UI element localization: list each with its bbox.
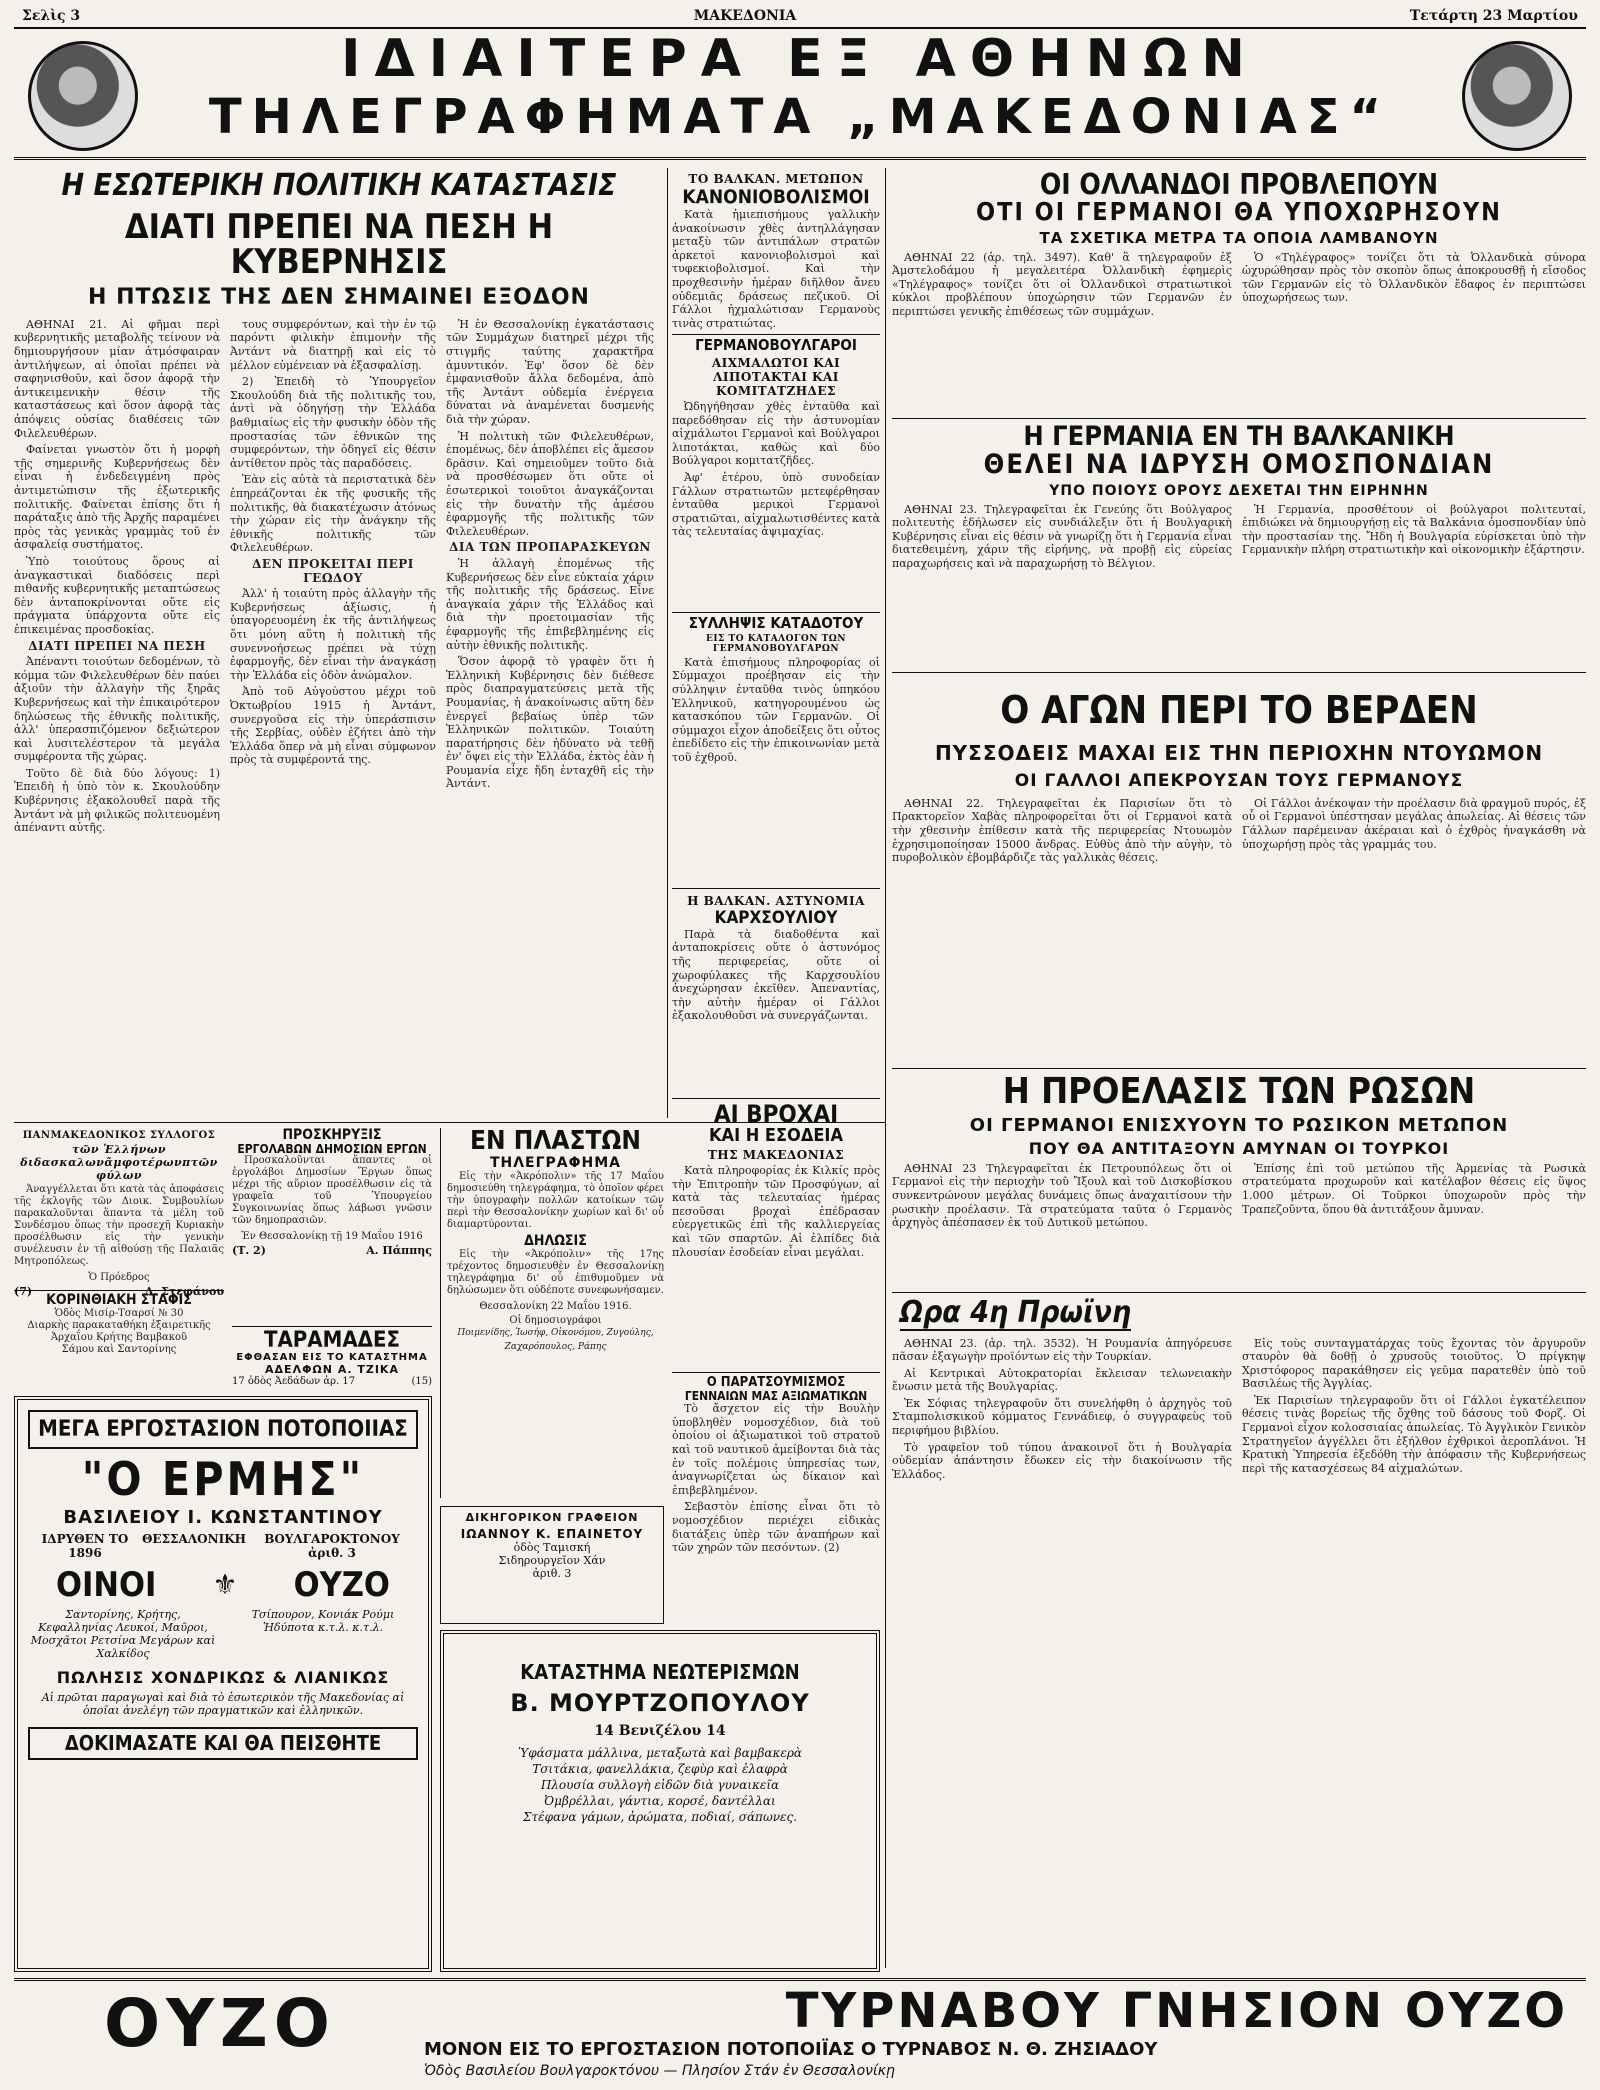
- paragraph: τους συμφερόντων, καὶ τὴν ἐν τῷ παρόντι φιλικὴν ἐπιμονὴν τῆς Ἀντάντ νὰ διατηρῇ καὶ εἰς τὸ μέλλον εὐμένειαν νὰ ἐξασφαλίσῃ.: [230, 317, 436, 372]
- article-subtitle: ΥΠΟ ΠΟΙΟΥΣ ΟΡΟΥΣ ΔΕΧΕΤΑΙ ΤΗΝ ΕΙΡΗΝΗΝ: [1049, 482, 1429, 499]
- masthead-line-2: ΤΗΛΕΓΡΑΦΗΜΑΤΑ „ΜΑΚΕΔΟΝΙΑΣ“: [208, 89, 1392, 145]
- paragraph: Ἐκ Παρισίων τηλεγραφοῦν ὅτι οἱ Γάλλοι ἐγκατέλειπον θέσεις τινὰς βορείως τῆς ὄχθης τοῦ δάσους τοῦ Φορζ. Οἱ Γερμανοὶ εἶχον κολοσσιαίας ἀπωλείας. Τὸ Ἀγγλικὸν Γενικὸν Στρατηγεῖον ἀγγέλλει ὅτι ἐξήλθον ἐχθρικοὶ ἀεροπλάνοι. Ἡ Κρατικὴ Ὑπηρεσία ἐξεδόθη τὴν ἀπόφασιν τῆς Κυβερνήσεως περὶ τῆς κατασχέσεως 84 αἰχμαλώτων.: [1242, 1393, 1586, 1475]
- ad-subtitle-2: ΔΗΛΩΣΙΣ: [524, 1233, 587, 1250]
- paragraph: Ἀφ' ἑτέρου, ὑπὸ συνοδείαν Γάλλων στρατιωτῶν μετεφέρθησαν ἐνταῦθα μερικοὶ Γερμανοὶ στρατιῶται, αἰχμαλωτισθέντες κατὰ τὰς τελευταίας ἀψιμαχίας.: [672, 471, 880, 539]
- ad-street: ΒΟΥΛΓΑΡΟΚΤΟΝΟΥ ἀριθ. 3: [264, 1532, 400, 1561]
- paragraph: Ἀπέναντι τοιούτων δεδομένων, τὸ κόμμα τῶν Φιλελευθέρων δὲν παύει ἀξιοῦν τὴν ἀλλαγὴν τῆς ξηρᾶς Κυβερνήσεως καὶ τὴν ἐπικαιρότερον δηλώσεως τῆς ἐθνικῆς πολιτικῆς, ἀλλ' ὑπερασπιζόμενον δεξιώτερον καὶ λυσιτελέστερον τὰ μεγάλα συμφέροντα τῆς χώρας.: [14, 655, 220, 764]
- ad-line: Τσιτάκια, φανελλάκια, ζεφὺρ καὶ ἐλαφρὰ: [532, 1762, 788, 1776]
- ad-title: ΠΑΝΜΑΚΕΔΟΝΙΚΟΣ ΣΥΛΛΟΓΟΣ: [22, 1130, 216, 1141]
- ad-address: ὁδὸς Ταμισκή: [513, 1541, 591, 1554]
- ad-line: Στέφανα γάμων, ἀρώματα, ποδιαί, σάπωνες.: [523, 1810, 797, 1824]
- article-balkan-front: [672, 170, 880, 539]
- ad-dikigoros: [440, 1506, 664, 1624]
- article-subtitle-2: ΟΙ ΓΑΛΛΟΙ ΑΠΕΚΡΟΥΣΑΝ ΤΟΥΣ ΓΕΡΜΑΝΟΥΣ: [1014, 770, 1464, 791]
- ad-prokirixeis: [232, 1128, 432, 1324]
- ad-title: ΕΝ ΠΛΑΣΤΩΝ: [470, 1126, 641, 1156]
- article-title: ΣΥΛΛΗΨΙΣ ΚΑΤΑΔΟΤΟΥ: [688, 614, 864, 632]
- article-germany-balkans: [892, 418, 1586, 666]
- ad-list: Τσίπουρον, Κονιάκ Ρούμι Ἡδύποτα κ.τ.λ. κ.τ.λ.: [251, 1608, 395, 1635]
- paragraph: Ἐὰν εἰς αὐτὰ τὰ περιστατικὰ δὲν ἐπηρεάζονται ἐκ τῆς φυσικῆς τῆς πολιτικῆς, θὰ διακατέχωσιν ἀτόνως τὴν χώραν εἰς τὴν ἀνάγκην τῆς ἐθνικῆς πολιτικῆς τῶν Φιλελευθέρων.: [230, 473, 436, 555]
- paragraph: ΑΘΗΝΑΙ 22 (ἀρ. τηλ. 3497). Καθ' ἃ τηλεγραφοῦν ἐξ Ἀμστελοδάμου ἡ μεγαλειτέρα Ὀλλανδικὴ ἐφημερὶς «Τηλέγραφος» τονίζει ὅτι οἱ Ὀλλανδικοὶ στρατιωτικοὶ κύκλοι προβλέπουν ὑποχώρησιν τῶν Γερμανῶν ἐν περιπτώσει γενικῆς ἐπιθέσεως τῶν συμμάχων.: [892, 250, 1232, 319]
- paragraph: Ἐπίσης ἐπὶ τοῦ μετώπου τῆς Ἀρμενίας τὰ Ρωσικὰ στρατεύματα προχωροῦν καὶ κατέλαβον θέσεις εἰς ὕψος 1.000 μέτρων. Οἱ Τοῦρκοι ὑποχωροῦν πρὸς τὴν Τραπεζοῦντα, ὅπου θὰ ἀντιτάξουν ἄμυναν.: [1242, 1161, 1586, 1216]
- section-subhead: ΔΕΝ ΠΡΟΚΕΙΤΑΙ ΠΕΡΙ ΓΕΩΔΟΥ: [252, 556, 414, 585]
- paragraph: Εἰς τὴν «Ἀκρόπολιν» τῆς 17 Μαΐου δημοσιεύθη τηλεγράφημα, τὸ ὁποῖον φέρει τὴν ὑπογραφὴν πολλῶν κατοίκων τῶν περὶ τὴν Θεσσαλονίκην χωρίων καὶ δι' οὗ διαμαρτύρονται.: [447, 1171, 664, 1231]
- paragraph: ΑΘΗΝΑΙ 23. (ἀρ. τηλ. 3532). Ἡ Ρουμανία ἀπηγόρευσε πᾶσαν ἐξαγωγὴν προϊόντων εἰς τὴν Τουρκίαν.: [892, 1336, 1232, 1364]
- ad-number: (Τ. 2): [232, 1243, 266, 1257]
- article-subtitle: ΟΙ ΓΕΡΜΑΝΟΙ ΕΝΙΣΧΥΟΥΝ ΤΟ ΡΩΣΙΚΟΝ ΜΕΤΩΠΟΝ: [969, 1114, 1509, 1136]
- hermes-medallion-icon: ⚜: [212, 1568, 238, 1602]
- column-rule: [885, 168, 886, 1968]
- ad-sign-name: Δ. Στεφάνου: [144, 1284, 224, 1298]
- article-title: ΑΙ ΒΡΟΧΑΙ: [713, 1100, 839, 1128]
- paragraph: ΑΘΗΝΑΙ 23 Τηλεγραφεῖται ἐκ Πετρουπόλεως ὅτι οἱ Γερμανοὶ εἰς τὴν περιοχὴν τοῦ Ἴξουλ καὶ τοῦ Δισκοβίσκου συνκεντρώνουν μεγάλας δυνάμεις ὅπως ἀναχαιτίσουν τὴν ρωσικὴν προέλασιν. Τὰ στρατεύματα ταῦτα ὁ Γερμανὸς ἀρχηγὸς ἀπέσπασεν ἐκ τοῦ Δυτικοῦ μετώπου.: [892, 1161, 1232, 1230]
- article-officers: [672, 1372, 880, 1620]
- paragraph: Προσκαλοῦνται ἅπαντες οἱ ἐργολάβοι Δημοσίων Ἔργων ὅπως μέχρι τῆς αὔριον προσέλθωσιν εἰς τὰ γραφεῖα τοῦ Ὑπουργείου Συγκοινωνίας ὅπως λάβωσι γνῶσιν τῶν δημοπρασιῶν.: [232, 1155, 432, 1227]
- paragraph: Ἡ πολιτικὴ τῶν Φιλελευθέρων, ἐπομένως, δὲν ἀποβλέπει εἰς ἄμεσον δρᾶσιν. Καὶ σημειοῦμεν τοῦτο διὰ νὰ προσθέσωμεν ὅτι οὔτε οἱ ἐσωτερικοὶ τοιοῦτοι ἀναγκάζονται εἰς τὴν δυνατὴν τῆς ἀμέσου ἐφαρμογῆς τῆς πολιτικῆς τῶν Φιλελευθέρων.: [446, 429, 654, 538]
- article-kicker: ΤΗΣ ΜΑΚΕΔΟΝΙΑΣ: [707, 1148, 845, 1163]
- ad-korinthiaki: [14, 1290, 224, 1386]
- ad-mourtzopoulou: [440, 1630, 880, 1972]
- article-subtitle: ΠΥΣΣΟΔΕΙΣ ΜΑΧΑΙ ΕΙΣ ΤΗΝ ΠΕΡΙΟΧΗΝ ΝΤΟΥΩΜΟΝ: [934, 740, 1544, 765]
- article-subtitle-2: ΠΟΥ ΘΑ ΑΝΤΙΤΑΞΟΥΝ ΑΜΥΝΑΝ ΟΙ ΤΟΥΡΚΟΙ: [1028, 1138, 1450, 1158]
- article-rains: [672, 1098, 880, 1348]
- ad-title: ΔΙΚΗΓΟΡΙΚΟΝ ΓΡΑΦΕΙΟΝ: [465, 1511, 639, 1524]
- ad-founded: ΙΔΡΥΘΕΝ ΤΟ 1896: [41, 1532, 129, 1561]
- page-number: Σελὶς 3: [22, 8, 81, 24]
- article-verdun: [892, 672, 1586, 1062]
- paragraph: Τὸ γραφεῖον τοῦ τύπου ἀνακοινοῖ ὅτι ἡ Βουλγαρία οὐδεμίαν ἀπάντησιν ἔδωκεν εἰς τὴν διακοίνωσιν τῆς Ἑλλάδος.: [892, 1440, 1232, 1481]
- paragraph: Τὸ ἄσχετον εἰς τὴν Βουλὴν ὑποβληθὲν νομοσχέδιον, διὰ τοῦ ὁποίου οἱ ἀξιωματικοὶ τοῦ στρατοῦ καὶ τοῦ ναυτικοῦ ἀμείβονται διὰ τὰς ἐν τοῖς πολέμοις ὑπηρεσίας των, ἀναγνωρίζεται ὡς δίκαιον καὶ ἐπιβεβλημένον.: [672, 1402, 880, 1497]
- article-title: ΔΙΑΤΙ ΠΡΕΠΕΙ ΝΑ ΠΕΣΗ Η ΚΥΒΕΡΝΗΣΙΣ: [124, 206, 554, 283]
- ad-sign-label: Ὁ Πρόεδρος: [88, 1272, 150, 1283]
- running-head: [14, 8, 1586, 29]
- article-subtitle: ΕΙΣ ΤΟ ΚΑΤΑΛΟΓΟΝ ΤΩΝ ΓΕΡΜΑΝΟΒΟΥΛΓΑΡΩΝ: [705, 633, 847, 654]
- section-subhead: ΔΙΑ ΤΩΝ ΠΡΟΠΑΡΑΣΚΕΥΩΝ: [449, 540, 651, 555]
- ad-sign-label: Οἱ δημοσιογράφοι: [509, 1314, 602, 1326]
- paragraph: Εἰς τὴν «Ἀκρόπολιν» τῆς 17ης τρέχοντος δημοσιευθὲν ἐν Θεσσαλονίκῃ τηλεγράφημα δι' οὗ ἐπιθυμοῦμεν νὰ δηλώσωμεν ὅτι οὐδέποτε συνεφωνήσαμεν.: [447, 1248, 664, 1296]
- ad-title: ΤΑΡΑΜΑΔΕΣ: [263, 1328, 401, 1353]
- ad-line: Ἀρχαΐου Κρήτης Βαμβακοῦ: [50, 1331, 188, 1343]
- ad-taramades: [232, 1326, 432, 1392]
- ad-line: Διαρκὴς παρακαταθήκη ἐξαιρετικῆς: [27, 1319, 211, 1331]
- ad-sign-name: Α. Πάππης: [366, 1243, 432, 1257]
- footer-ouzo-banner: [14, 1978, 1586, 2085]
- article-internal-politics: [14, 170, 664, 1118]
- ad-name: Β. ΜΟΥΡΤΖΟΠΟΥΛΟΥ: [510, 1689, 810, 1717]
- article-kicker: Η ΒΑΛΚΑΝ. ΑΣΤΥΝΟΜΙΑ: [687, 894, 865, 908]
- paragraph: ΑΘΗΝΑΙ 21. Αἱ φῆμαι περὶ κυβερνητικῆς μεταβολῆς τείνουν νὰ δημιουργήσουν μίαν ἀτμόσφαιραν ἀντιλήψεων, αἱ ὁποῖαι πρέπει νὰ σαφηνισθοῦν, καὶ ὅσον ἀφορᾷ τὴν ἀντικειμενικὴν θέσιν τῆς καταστάσεως καὶ ὅσον ἀφορᾷ τὰς ἀπόψεις οὐσίας διαθέσεις τῶν Φιλελευθέρων.: [14, 317, 220, 440]
- paragraph: Εἰς τοὺς συνταγματάρχας τοὺς ἔχοντας τὸν ἀργυροῦν σταυρὸν θὰ δοθῇ ὁ χρυσοῦς τοιοῦτος. Ὁ πρίγκηψ Χριστόφορος παρακάθησεν εἰς γεῦμα παρατεθὲν ὑπὸ τοῦ Βασιλέως τῆς Ἀγγλίας.: [1242, 1336, 1586, 1391]
- ad-address: 14 Βενιζέλου 14: [594, 1723, 726, 1739]
- article-title: Η ΠΡΟΕΛΑΣΙΣ ΤΩΝ ΡΩΣΩΝ: [1002, 1071, 1476, 1112]
- ad-name: ΙΩΑΝΝΟΥ Κ. ΕΠΑΙΝΕΤΟΥ: [460, 1527, 644, 1541]
- paragraph: Παρὰ τὰ διαδοθέντα καὶ ἀνταποκρίσεις οὔτε ὁ ἀστυνόμος τῆς περιφερείας, οὔτε οἱ χωροφύλακες τῆς Καρχσουλίου ἀνεχώρησαν ἐκεῖθεν. Ἀπεναντίας, τὴν αὐτὴν ἡμέραν οἱ Γάλλοι ἐξακολουθοῦσι νὰ συνεργάζωνται.: [672, 927, 880, 1023]
- paragraph: Οἱ Γάλλοι ἀνέκοψαν τὴν προέλασιν διὰ φραγμοῦ πυρός, ἐξ οὗ οἱ Γερμανοὶ ὑπέστησαν μεγάλας ἀπωλείας. Αἱ θέσεις τῶν Γάλλων παρέμειναν ἀκέραιαι καὶ ὁ ἐχθρὸς ἠναγκάσθη νὰ ὑποχωρήσῃ πρὸς τὰς γραμμάς του.: [1242, 796, 1586, 851]
- article-dutch: [892, 170, 1586, 412]
- ad-line: Ὀμβρέλλαι, γάντια, κορσέ, δαντέλλαι: [544, 1794, 776, 1808]
- ad-owner: ΒΑΣΙΛΕΙΟΥ Ι. ΚΩΝΣΤΑΝΤΙΝΟΥ: [63, 1507, 383, 1529]
- paragraph: Ὁ «Τηλέγραφος» τονίζει ὅτι τὰ Ὀλλανδικὰ σύνορα ὠχυρώθησαν πρὸς τὸν σκοπὸν ὅπως ἀποκρουσθῇ ἡ εἴσοδος τῶν Γερμανῶν εἰς τὸ Ὀλλανδικὸν ἔδαφος ἐν περιπτώσει ὑποχωρήσεως των.: [1242, 250, 1586, 305]
- ad-date: Θεσσαλονίκη 22 Μαΐου 1916.: [479, 1300, 632, 1312]
- paragraph: Ὑπὸ τοιούτους ὅρους αἱ ἀναγκαστικαὶ διαδόσεις περὶ πιθανῆς κυβερνητικῆς μεταπτώσεως δὲν ἀνταποκρίνονται οὔτε εἰς πράγματα ὑπάρχοντα οὔτε εἰς ἐπικειμένας προσδοκίας.: [14, 554, 220, 636]
- ad-sell: ΠΩΛΗΣΙΣ ΧΟΝΔΡΙΚΩΣ & ΛΙΑΝΙΚΩΣ: [56, 1668, 390, 1688]
- ad-number: (15): [411, 1376, 432, 1388]
- ad-word: ΟΙΝΟΙ: [56, 1565, 157, 1606]
- ad-panmakedonikos: [14, 1128, 224, 1298]
- paragraph: Φαίνεται γνωστὸν ὅτι ἡ μορφὴ τῆς σημερινῆς Κυβερνήσεως δὲν εἶναι ἡ ἐνδεδειγμένη πρὸς ἀντιμετώπισιν τῆς ἐξωτερικῆς πολιτικῆς. Φαίνεται ἐπίσης ὅτι ἡ παράταξις ἀπὸ τῆς Ἀρχῆς παραμένει πρὸς τὰς γενικὰς γραμμὰς τοῦ ἐν ἀσφαλείᾳ συστήματος.: [14, 443, 220, 552]
- ad-number: (7): [14, 1284, 33, 1298]
- ad-title: ΚΟΡΙΝΘΙΑΚΗ ΣΤΑΦΙΣ: [46, 1292, 192, 1308]
- article-title: ΚΑΝΟΝΙΟΒΟΛΙΣΜΟΙ: [682, 186, 870, 208]
- ad-city: ΘΕΣΣΑΛΟΝΙΚΗ: [141, 1532, 246, 1547]
- ad-list: Σαντορίνης, Κρήτης, Κεφαλληνίας Λευκοί, Μαῦροι, Μοσχᾶτοι Ρετσίνα Μεγάρων καὶ Χαλκίδος: [30, 1608, 216, 1661]
- paragraph: Ἡ ἀλλαγὴ ἑπομένως τῆς Κυβερνήσεως δὲν εἶνε εὐκταία χάριν τῆς πολιτικῆς τῆς δράσεως. Εἶνε ἀναγκαία χάριν τῆς Ἑλλάδος καὶ διὰ τὴν προετοιμασίαν τῆς ἐφαρμογῆς τῆς ἐπιβεβλημένης εἰς αὐτὴν ἐθνικῆς πολιτικῆς.: [446, 556, 654, 652]
- ad-word: ΟΥΖΟ: [293, 1565, 390, 1606]
- ad-name: "Ο ΕΡΜΗΣ": [81, 1452, 365, 1507]
- ad-address: 17 ὁδὸς Ἀεδάδων ἀρ. 17: [232, 1376, 356, 1388]
- article-subtitle: ΓΕΝΝΑΙΩΝ ΜΑΣ ΑΞΙΩΜΑΤΙΚΩΝ: [684, 1388, 868, 1403]
- footer-right-word: ΤΥΡΝΑΒΟΥ ΓΝΗΣΙΟΝ ΟΥΖΟ: [785, 1983, 1568, 2039]
- paragraph: Κατὰ ἐπισήμους πληροφορίας οἱ Σύμμαχοι προέβησαν εἰς τὴν σύλληψιν ἐνταῦθα τινὸς ὑπηκόου Ἑλληνικοῦ, κατηγορουμένου ὡς κατασκόπου τῶν Γερμανῶν. Οἱ σύμμαχοι εἶχον ἀποδείξεις ὅτι οὗτος ἐπεδίδετο εἰς τὴν ἐπικοινωνίαν μετὰ τοῦ ἐχθροῦ.: [672, 655, 880, 764]
- section-subhead: ΔΙΑΤΙ ΠΡΕΠΕΙ ΝΑ ΠΕΣΗ: [28, 638, 206, 653]
- ad-ermis: [14, 1396, 432, 1972]
- paragraph: ΑΘΗΝΑΙ 23. Τηλεγραφεῖται ἐκ Γενεύης ὅτι Βούλγαρος πολιτευτὴς ἐδήλωσεν εἰς συνδιάλεξιν ὅτι ἡ Βουλγαρικὴ Κυβέρνησις εἶναι εἰς θέσιν νὰ γνωρίζῃ ὅτι ἡ Γερμανία εἶναι διατεθειμένη, χάριν τῆς εἰρήνης, νὰ προβῇ εἰς εὐρείας παραχωρήσεις καὶ νὰ παραχωρήσῃ τὸ Βέλγιον.: [892, 502, 1232, 571]
- article-russians: [892, 1068, 1586, 1286]
- ad-line: ΕΦΘΑΣΑΝ ΕΙΣ ΤΟ ΚΑΤΑΣΤΗΜΑ: [236, 1352, 428, 1364]
- paragraph: ΑΘΗΝΑΙ 22. Τηλεγραφεῖται ἐκ Παρισίων ὅτι τὸ Πρακτορεῖον Χαβὰς πληροφορεῖται ὅτι οἱ Γερμανοὶ κατὰ τὴν χθεσινὴν ἐπίθεσιν κατὰ τῆς περιφερείας Ντουωμὸν ἐχρησιμοποίησαν 15000 ἄνδρας. Εὐθὺς ἀπὸ τὴν αὐγὴν, τὸ πυροβολικὸν ἐβομβάρδιζε τὰς γαλλικὰς θέσεις.: [892, 796, 1232, 865]
- ad-line: Σάμου καὶ Σαντορίνης: [61, 1343, 177, 1355]
- ad-title: ΜΕΓΑ ΕΡΓΟΣΤΑΣΙΟΝ ΠΟΤΟΠΟΙΙΑΣ: [38, 1417, 408, 1442]
- paragraph: Αἱ Κεντρικαὶ Αὐτοκρατορίαι ἔκλεισαν τελωνειακὴν ἔνωσιν μετὰ τῆς Βουλγαρίας.: [892, 1366, 1232, 1394]
- article-title: ΘΕΛΕΙ ΝΑ ΙΔΡΥΣΗ ΟΜΟΣΠΟΝΔΙΑΝ: [983, 449, 1495, 481]
- article-kicker: Η ΕΣΩΤΕΡΙΚΗ ΠΟΛΙΤΙΚΗ ΚΑΤΑΣΤΑΣΙΣ: [61, 168, 617, 203]
- paragraph: Ἡ ἐν Θεσσαλονίκῃ ἐγκατάστασις τῶν Συμμάχων διατηρεῖ μέχρι τῆς στιγμῆς ταύτης χαρακτῆρα ἀμυντικόν. Ἐφ' ὅσον δὲ δὲν ἐμφανισθοῦν ἄλλα δεδομένα, ἀπὸ τῆς Ἀντάντ οὐδεμία ἐνέργεια δύναται νὰ ἀναμένεται δυσμενὴς διὰ τὴν χώραν.: [446, 317, 654, 427]
- ad-sign-names: Ποιμενίδης, Ἰωσήφ, Οἰκονόμου, Ζυγούλης, Ζαχαρόπουλος, Ράπης: [457, 1328, 654, 1352]
- issue-date: Τετάρτη 23 Μαρτίου: [1409, 8, 1578, 24]
- ad-address: ἀριθ. 3: [532, 1567, 572, 1580]
- ad-ermis-banner: [28, 1410, 418, 1449]
- paragraph: Ὅσον ἀφορᾷ τὸ γραφὲν ὅτι ἡ Ἑλληνικὴ Κυβέρνησις δὲν διέθεσε πρὸς διαπραγματεύσεις μετὰ τῆς Ρουμανίας, ἡ ἀνακοίνωσις αὕτη δὲν ἐνεργεῖ βεβαίως ὑπὲρ τῶν Ἑλληνικῶν πολιτικῶν. Τοιαύτη παρατήρησις δὲν ἠδύνατο νὰ τεθῇ ἐν' ὄψει εἰς τὴν Ἑλλάδα, ἐκτὸς ἐὰν ἡ Ρουμανία εἶχε ἤδη ἐνταχθῆ εἰς τὴν Ἀντάντ.: [446, 655, 654, 791]
- paragraph: Ὠδηγήθησαν χθὲς ἐνταῦθα καὶ παρεδόθησαν εἰς τὴν ἀστυνομίαν αἰχμάλωτοι Γερμανοὶ καὶ Βούλγαροι λιποτάκται, καθὼς καὶ δύο Βούλγαροι κομιτατζῆδες.: [672, 400, 880, 468]
- ad-title: ΠΡΟΣΚΗΡΥΞΙΣ: [282, 1127, 382, 1143]
- article-subtitle: ΤΑ ΣΧΕΤΙΚΑ ΜΕΤΡΑ ΤΑ ΟΠΟΙΑ ΛΑΜΒΑΝΟΥΝ: [1039, 228, 1439, 247]
- ad-line: Ὁδὸς Μισίρ-Τσαρσί № 30: [54, 1307, 184, 1319]
- article-subtitle: ΚΑΙ Η ΕΣΟΔΕΙΑ: [709, 1125, 843, 1147]
- article-title: Ο ΠΑΡΑΤΣΟΥΜΙΣΜΟΣ: [706, 1375, 846, 1390]
- paragraph: Ἡ Γερμανία, προσθέτουν οἱ βούλγαροι πολιτευταί, ἐπιδιώκει νὰ δημιουργήσῃ εἰς τὰ Βαλκάνια ὁμοσπονδίαν ὑπὸ τὴν προστασίαν της. Ἤδη ἡ Βουλγαρία εὑρίσκεται ὑπὸ τὴν Γερμανικὴν πλήρη στρατιωτικὴν καὶ οἰκονομικὴν ἐξάρτησιν.: [1242, 502, 1586, 557]
- footer-left-word: ΟΥΖΟ: [104, 1985, 336, 2062]
- paragraph: Σεβαστὸν ἐπίσης εἶναι ὅτι τὸ νομοσχέδιον περιέχει εἰδικὰς διατάξεις ὑπὲρ τῶν ἀναπήρων καὶ τῶν χηρῶν τῶν πεσόντων. (2): [672, 1500, 880, 1555]
- paragraph: 2) Ἐπειδὴ τὸ Ὑπουργεῖον Σκουλούδη διὰ τῆς πολιτικῆς του, ἀντὶ νὰ ὁδηγήσῃ τὴν Ἑλλάδα βαθμιαίως εἰς τὴν φυσικὴν ὁδὸν τῆς προστασίας τῶν ἐθνικῶν της συμφερόντων, τὴν ὁδηγεῖ εἰς θέσιν ἀντίθετον πρὸς τὰς παραδόσεις.: [230, 375, 436, 470]
- ad-en-plaston: [440, 1128, 664, 1498]
- coin-portrait-right-icon: [1462, 41, 1572, 151]
- ad-subtitle: ΤΗΛΕΓΡΑΦΗΜΑ: [489, 1155, 622, 1172]
- ad-line: ΑΔΕΛΦΩΝ Α. ΤΖΙΚΑ: [265, 1363, 399, 1377]
- paragraph: Κατὰ πληροφορίας ἐκ Κιλκίς πρὸς τὴν Ἐπιτροπὴν τῶν Προσφύγων, αἱ κατὰ τὰς τελευταίας ἡμέρας πεσοῦσαι βροχαὶ ἐπέδρασαν εὐεργετικῶς ἐπὶ τῆς καλλιεργείας καὶ τῶν σπαρτῶν. Αἱ ἐλπίδες διὰ πλουσίαν ἐσοδείαν εἶναι μεγάλαι.: [672, 1164, 880, 1259]
- paragraph: Ἀπὸ τοῦ Αὐγούστου μέχρι τοῦ Ὀκτωβρίου 1915 ἡ Ἀντάντ, συνεργοῦσα εἰς τὴν ὑπεράσπισιν τῆς Σερβίας, οὐδὲν ἐζήτει ἀπὸ τὴν Ἑλλάδα ὅπερ νὰ μὴ εἶναι σύμφωνον πρὸς τὰ συμφέροντά της.: [230, 685, 436, 767]
- ad-address: Σιδηρουργεῖον Χάν: [498, 1554, 606, 1567]
- article-latest-news: [892, 1292, 1586, 1972]
- ad-line: Ὑφάσματα μάλλινα, μεταξωτὰ καὶ βαμβακερὰ: [518, 1746, 802, 1760]
- article-title: ΓΕΡΜΑΝΟΒΟΥΛΓΑΡΟΙ: [672, 334, 880, 354]
- article-title: ΟΤΙ ΟΙ ΓΕΡΜΑΝΟΙ ΘΑ ΥΠΟΧΩΡΗΣΟΥΝ: [976, 197, 1502, 227]
- masthead: [14, 29, 1586, 160]
- footer-line: Ὁδὸς Βασιλείου Βουλγαροκτόνου — Πλησίον Στάν ἐν Θεσσαλονίκῃ: [424, 2063, 895, 2079]
- ad-subtitle: τῶν Ἑλλήνων διδασκαλωνᾶμφοτέρωνπτῶν φύλων: [20, 1143, 218, 1182]
- article-kicker: ΟΙ ΟΛΛΑΝΔΟΙ ΠΡΟΒΛΕΠΟΥΝ: [1039, 168, 1439, 201]
- article-spy-arrest: [672, 612, 880, 772]
- paragraph: Ἀλλ' ἡ τοιαύτη πρὸς ἀλλαγὴν τῆς Κυβερνήσεως ἀξίωσις, ἡ ὑπαγορευομένη ἐκ τῆς ἀντιλήψεως ὅτι μόνη αὕτη ἡ πολιτικὴ τῆς συνεννοήσεως πρέπει νὰ τύχῃ ἐφαρμογῆς, δὲν εἶναι τὴν ἀναγκάσῃ τὴν Ἑλλάδα εἰς ὁδὸν ἀνώμαλον.: [230, 587, 436, 682]
- paragraph: Κατὰ ἡμιεπισήμους γαλλικὴν ἀνακοίνωσιν χθὲς ἀντηλλάγησαν μεταξὺ τῶν ἀντιπάλων στρατῶν ἀρκετοὶ κανονιοβολισμοὶ καὶ τυφεκιοβολισμοί. Καὶ τὴν προχθεσινὴν ἡμέραν διῆλθον ἄνευ οὐδεμιᾶς δράσεως πεζικοῦ. Οἱ Γάλλοι ἠχμαλώτισαν Γερμανοὺς τινὰς στρατιώτας.: [672, 207, 880, 330]
- coin-portrait-left-icon: [28, 41, 138, 151]
- article-title: Ωρα 4η Πρωϊνη: [900, 1295, 1132, 1330]
- article-title: ΚΑΡΧΣΟΥΛΙΟΥ: [714, 908, 838, 928]
- ad-cta: ΔΟΚΙΜΑΣΑΤΕ ΚΑΙ ΘΑ ΠΕΙΣΘΗΤΕ: [28, 1727, 418, 1760]
- article-kicker: ΤΟ ΒΑΛΚΑΝ. ΜΕΤΩΠΟΝ: [688, 172, 864, 186]
- paragraph: Ἐκ Σόφιας τηλεγραφοῦν ὅτι συνελήφθη ὁ ἀρχηγὸς τοῦ Σταμπολισκικοῦ κόμματος Γεννάδιεφ, ὁ συγγραφεὺς τοῦ περιφήμου βιβλίου.: [892, 1396, 1232, 1438]
- masthead-line-1: ΙΔΙΑΙΤΕΡΑ ΕΞ ΑΘΗΝΩΝ: [341, 29, 1259, 89]
- article-title: Ο ΑΓΩΝ ΠΕΡΙ ΤΟ ΒΕΡΔΕΝ: [1000, 688, 1478, 732]
- footer-line: ΜΟΝΟΝ ΕΙΣ ΤΟ ΕΡΓΟΣΤΑΣΙΟΝ ΠΟΤΟΠΟΙΪΑΣ Ο ΤΥΡΝΑΒΟΣ Ν. Θ. ΖΗΣΙΑΔΟΥ: [424, 2039, 1158, 2060]
- ad-text: Αἱ πρῶται παραγωγαὶ καὶ διὰ τὸ ἐσωτερικὸν τῆς Μακεδονίας αἱ ὁποῖαι ἀνελέγη τῶν πραγματικῶν καὶ ἐλληνικῶν.: [41, 1691, 405, 1718]
- article-police: [672, 888, 880, 1108]
- paper-name: ΜΑΚΕΔΟΝΙΑ: [693, 8, 797, 24]
- paragraph: Ἀναγγέλλεται ὅτι κατὰ τὰς ἀποφάσεις τῆς ἐκλογῆς τῶν Διοικ. Συμβουλίων παρακαλοῦνται ἅπαντα τὰ μέλη τοῦ Συνδέσμου ὅπως τὴν προσεχῆ Κυριακὴν προσέλθωσιν εἰς τὴν γενικὴν συνέλευσιν ἐν τῇ αἰθούσῃ τῆς Παλαιᾶς Μητροπόλεως.: [14, 1184, 224, 1267]
- ad-line: Πλουσία συλλογὴ εἰδῶν διὰ γυναικεῖα: [540, 1778, 780, 1792]
- ad-subtitle: ΕΡΓΟΛΑΒΩΝ ΔΗΜΟΣΙΩΝ ΕΡΓΩΝ: [237, 1141, 427, 1156]
- article-subtitle: ΑΙΧΜΑΛΩΤΟΙ ΚΑΙ ΛΙΠΟΤΑΚΤΑΙ ΚΑΙ ΚΟΜΙΤΑΤΖΗΔΕΣ: [711, 356, 841, 399]
- article-kicker: Η ΓΕΡΜΑΝΙΑ ΕΝ ΤΗ ΒΑΛΚΑΝΙΚΗ: [1023, 421, 1455, 452]
- paragraph: Τοῦτο δὲ διὰ δύο λόγους: 1) Ἐπειδὴ ἡ ὑπὸ τὸν κ. Σκουλούδην Κυβέρνησις ἐξακολουθεῖ παρὰ τῆς Ἀντάντ νὰ μὴ φιλικῶς πολιτευομένη ἀπέναντι αὐτῆς.: [14, 766, 220, 835]
- ad-date: Ἐν Θεσσαλονίκῃ τῇ 19 Μαΐου 1916: [241, 1231, 423, 1243]
- column-rule: [667, 168, 668, 1118]
- article-subtitle: Η ΠΤΩΣΙΣ ΤΗΣ ΔΕΝ ΣΗΜΑΙΝΕΙ ΕΞΟΔΟΝ: [88, 284, 590, 310]
- ad-title: ΚΑΤΑΣΤΗΜΑ ΝΕΩΤΕΡΙΣΜΩΝ: [520, 1660, 800, 1684]
